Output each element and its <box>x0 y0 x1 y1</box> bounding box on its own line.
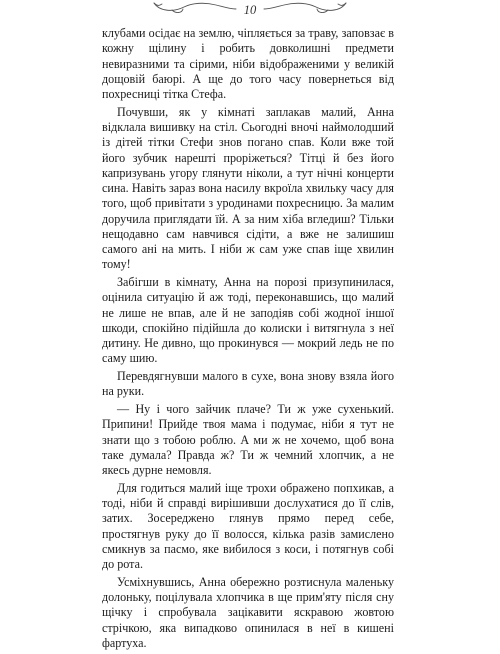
body-text <box>102 26 394 654</box>
paragraph-7: Усміхнувшись, Анна обережно розтиснула маленьку долоньку, поцілувала хлопчика в ще прим'яту після сну щічку і спробувала зацікавити яскравою жовтою стрічкою, яка випадково опинилася в неї в кишені фартуха. <box>102 574 394 650</box>
paragraph-3: Забігши в кімнату, Анна на порозі призупинилася, оцінила ситуацію й аж тоді, переконавшись, що малий не лише не впав, але й не заподіяв собі жодної іншої шкоди, спокійно підійшла до колиски і витягнула з неї дитину. Не дивно, що прокинувся — мокрий ледь не по саму шию. <box>102 275 394 366</box>
paragraph-5: — Ну і чого зайчик плаче? Ти ж уже сухенький. Припини! Прийде твоя мама і подумає, ніби я тут не знати що з тобою роблю. А ми ж не хочемо, щоб вона таке думала? Правда ж? Ти ж чемний хлопчик, а не якесь дурне немовля. <box>102 402 394 477</box>
paragraph-4: Перевдягнувши малого в сухе, вона знову взяла його на руки. <box>102 369 394 399</box>
paragraph-6: Для годиться малий іще трохи ображено попхикав, а тоді, ніби й справді вирішивши дослухатися до її слів, затих. Зосереджено глянув прямо перед себе, простягнув руку до її волосся, кілька разів замислено смикнув за пасмо, яке вибилося з коси, і потягнув собі до рота. <box>102 480 394 571</box>
paragraph-1: клубами осідає на землю, чіпляється за траву, заповзає в кожну щілину і робить довколишні предмети невиразними та сірими, ніби відображеними у великій дощовій баюрі. А ще до того часу повернеться від похресниці тітка Стефа. <box>102 26 394 101</box>
paragraph-2: Почувши, як у кімнаті заплакав малий, Анна відклала вишивку на стіл. Сьогодні вночі наймолодший із дітей тітки Стефи знов погано спав. Коли вже той його зубчик нарешті проріжеться? Тітці й без його капризувань угору глянути ніколи, а тут нічні концерти сина. Навіть зараз вона насилу вкроїла хвильку часу для того, щоб привітати з уродинами похресницю. За малим доручила приглядати їй. А за ним хіба вгледиш? Тільки нещодавно сам навчився сідіти, а вже не залишиш самого ані на мить. І ніби ж сам уже спав іще хвилин тому! <box>102 104 394 272</box>
page-number: 10 <box>243 3 257 17</box>
